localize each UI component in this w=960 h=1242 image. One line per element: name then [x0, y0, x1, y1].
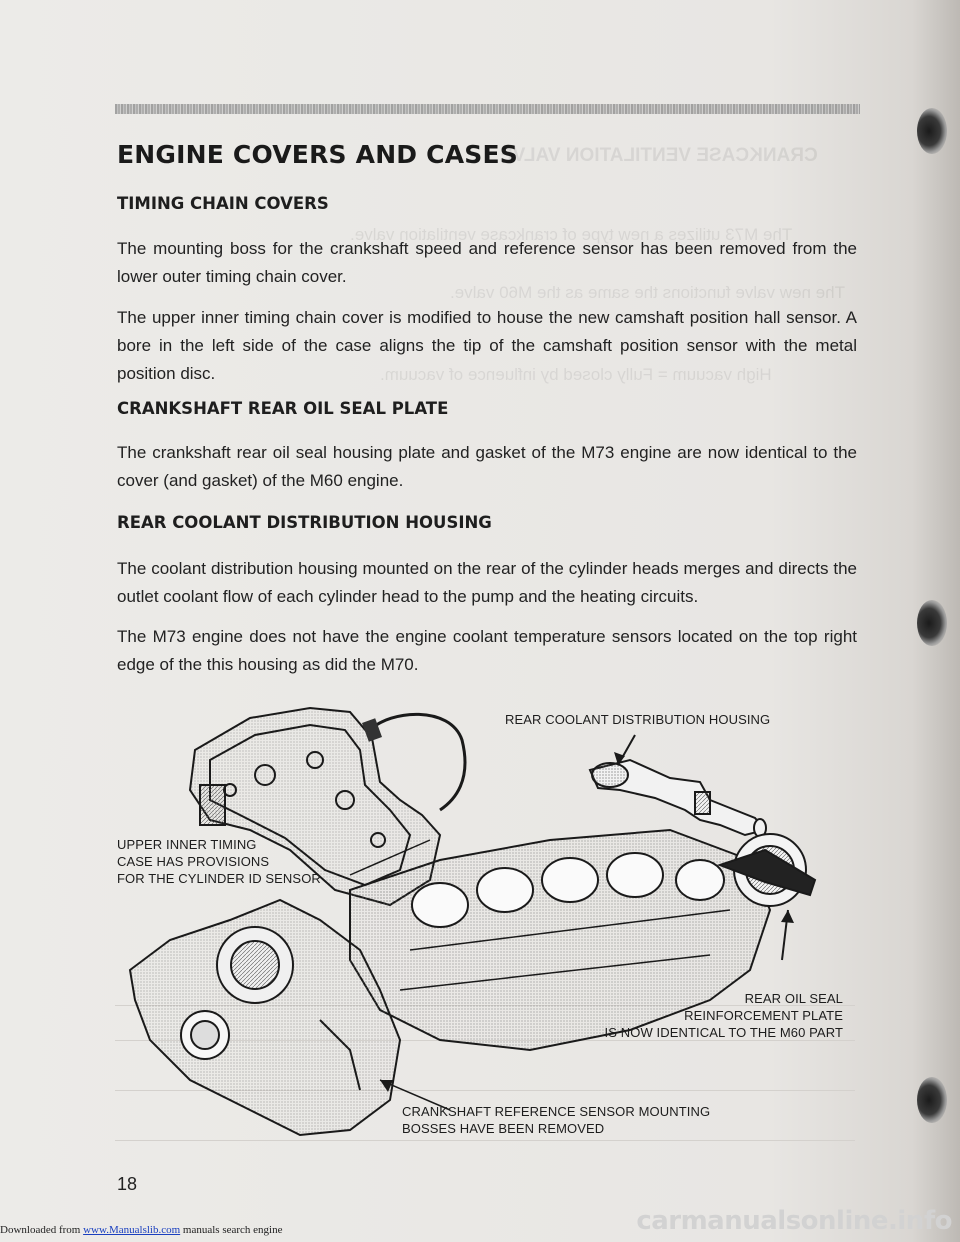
page-title: ENGINE COVERS AND CASES: [117, 140, 518, 169]
bleed-through-line: High vacuum = Fully closed by influence of vacuum.: [380, 365, 772, 384]
callout-crankshaft-reference-sensor: [402, 1103, 710, 1137]
callout-rear-oil-seal-plate: [605, 990, 843, 1041]
rear-coolant-housing: [590, 760, 766, 837]
callout-line: REAR OIL SEAL: [744, 991, 843, 1006]
paragraph: The coolant distribution housing mounted on the rear of the cylinder heads merges and directs the outlet coolant flow of each cylinder head to the pump and the heating circuits.: [117, 559, 857, 606]
footer-prefix: Downloaded from: [0, 1224, 81, 1236]
download-footer: [0, 1224, 282, 1236]
bleed-through-line: The new valve functions the same as the M60 valve.: [450, 283, 845, 302]
callout-line: UPPER INNER TIMING: [117, 837, 257, 852]
engine-diagram: [110, 690, 860, 1160]
binder-hole: [917, 600, 947, 646]
callout-line: FOR THE CYLINDER ID SENSOR: [117, 871, 321, 886]
callout-line: CRANKSHAFT REFERENCE SENSOR MOUNTING: [402, 1104, 711, 1119]
manualslib-link[interactable]: www.Manualslib.com: [83, 1224, 181, 1236]
section-heading-rear-coolant-distribution-housing: REAR COOLANT DISTRIBUTION HOUSING: [117, 513, 492, 532]
header-rule: [115, 104, 860, 114]
paragraph: The mounting boss for the crankshaft speed and reference sensor has been removed from the lower outer timing chain cover.: [117, 239, 857, 286]
callout-line: IS NOW IDENTICAL TO THE M60 PART: [604, 1025, 843, 1040]
paragraph: The upper inner timing chain cover is modified to house the new camshaft position hall sensor. A bore in the left side of the case aligns the tip of the camshaft position sensor with the metal position disc.: [117, 308, 857, 383]
paragraph: The crankshaft rear oil seal housing plate and gasket of the M73 engine are now identical to the cover (and gasket) of the M60 engine.: [117, 443, 857, 490]
paragraph: The M73 engine does not have the engine coolant temperature sensors located on the top right edge of the this housing as did the M70.: [117, 627, 857, 674]
callout-line: BOSSES HAVE BEEN REMOVED: [402, 1121, 605, 1136]
callout-rear-coolant-housing: REAR COOLANT DISTRIBUTION HOUSING: [505, 712, 771, 727]
footer-suffix: manuals search engine: [182, 1224, 283, 1236]
page-number: 18: [117, 1174, 138, 1194]
watermark: carmanualsonline.info: [636, 1206, 952, 1236]
section-heading-timing-chain-covers: TIMING CHAIN COVERS: [117, 194, 329, 213]
callout-line: CASE HAS PROVISIONS: [117, 854, 270, 869]
binder-hole: [917, 108, 947, 154]
bleed-through-line: The M73 utilizes a new type of crankcase ventilation valve.: [350, 225, 793, 244]
section-heading-crankshaft-rear-oil-seal-plate: CRANKSHAFT REAR OIL SEAL PLATE: [117, 399, 449, 418]
callout-upper-inner-timing-case: [117, 836, 321, 887]
bleed-through-heading: CRANKCASE VENTILATION VALVE: [500, 145, 818, 166]
callout-line: REINFORCEMENT PLATE: [684, 1008, 843, 1023]
binder-hole: [917, 1077, 947, 1123]
